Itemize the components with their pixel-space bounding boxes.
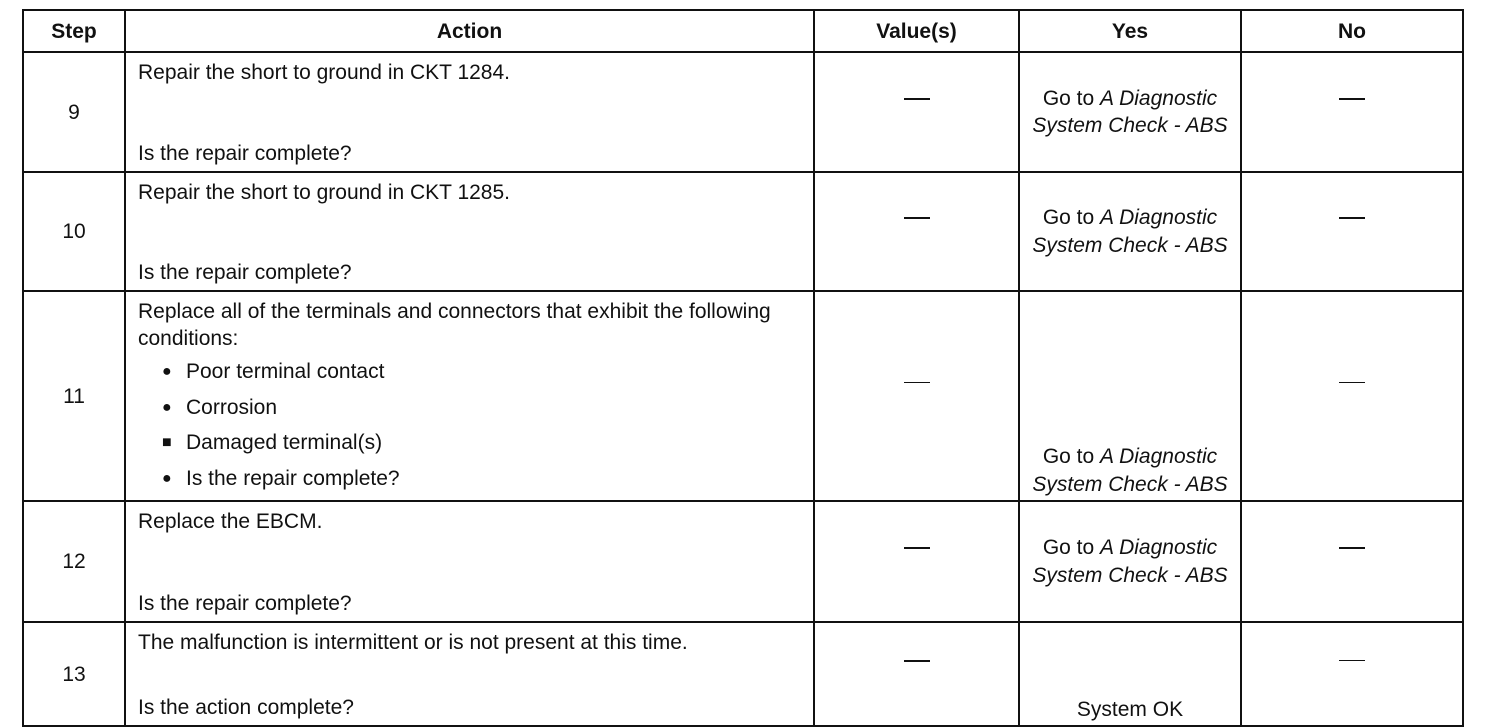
value-dash	[904, 217, 930, 246]
yes-cell	[1019, 52, 1241, 172]
table-body	[23, 52, 1463, 726]
action-instruction: The malfunction is intermittent or is not present at this time.	[138, 631, 688, 654]
action-cell	[125, 172, 814, 291]
yes-result: System OK	[1076, 697, 1184, 721]
value-dash	[904, 382, 930, 410]
list-item-text: Corrosion	[186, 395, 278, 419]
list-item	[162, 354, 801, 390]
table-header	[23, 10, 1463, 52]
header-row	[23, 10, 1463, 52]
list-item	[162, 390, 801, 426]
yes-link[interactable]: A Diagnostic System Check - ABS	[1032, 536, 1228, 587]
action-cell	[125, 291, 814, 501]
table-row	[23, 622, 1463, 726]
step-number: 9	[23, 52, 125, 172]
no-dash	[1339, 660, 1365, 688]
yes-prefix: Go to	[1042, 86, 1101, 110]
value-cell	[814, 291, 1019, 501]
value-cell	[814, 52, 1019, 172]
yes-prefix: Go to	[1042, 536, 1101, 559]
list-item	[162, 461, 801, 497]
action-instruction: Replace the EBCM.	[138, 510, 323, 533]
yes-cell	[1019, 622, 1241, 726]
bullet-icon: ●	[162, 363, 172, 381]
value-cell	[814, 501, 1019, 622]
header-yes: Yes	[1019, 10, 1241, 52]
list-item-text: Is the repair complete?	[186, 466, 400, 490]
yes-cell	[1019, 172, 1241, 291]
list-item-text: Damaged terminal(s)	[186, 431, 383, 455]
yes-link[interactable]: A Diagnostic System Check - ABS	[1032, 206, 1228, 257]
action-instruction: Replace all of the terminals and connectors that exhibit the following conditions:	[138, 300, 771, 350]
step-number: 13	[23, 622, 125, 726]
no-cell	[1241, 172, 1463, 291]
yes-prefix: Go to	[1042, 206, 1101, 229]
table-row	[23, 501, 1463, 622]
no-cell	[1241, 501, 1463, 622]
bullet-icon: ■	[162, 434, 172, 452]
value-cell	[814, 172, 1019, 291]
step-number: 10	[23, 172, 125, 291]
value-cell	[814, 622, 1019, 726]
header-no: No	[1241, 10, 1463, 52]
yes-cell	[1019, 501, 1241, 622]
table-row	[23, 291, 1463, 501]
value-dash	[904, 547, 930, 576]
bullet-icon: ●	[162, 398, 172, 416]
header-action: Action	[125, 10, 814, 52]
step-number: 12	[23, 501, 125, 622]
header-value: Value(s)	[814, 10, 1019, 52]
no-dash	[1339, 217, 1365, 246]
action-question: Is the action complete?	[138, 696, 354, 719]
action-question: Is the repair complete?	[138, 592, 352, 615]
list-item	[162, 425, 801, 461]
no-dash	[1339, 547, 1365, 576]
action-cell	[125, 622, 814, 726]
header-step: Step	[23, 10, 125, 52]
no-cell	[1241, 291, 1463, 501]
table-row	[23, 52, 1463, 172]
action-cell	[125, 52, 814, 172]
yes-link[interactable]: A Diagnostic System Check - ABS	[1032, 445, 1228, 496]
step-number: 11	[23, 291, 125, 501]
no-cell	[1241, 622, 1463, 726]
yes-link[interactable]: A Diagnostic System Check - ABS	[1032, 86, 1228, 137]
bullet-icon: ●	[162, 469, 172, 487]
list-item-text: Poor terminal contact	[186, 360, 385, 384]
no-cell	[1241, 52, 1463, 172]
yes-cell	[1019, 291, 1241, 501]
no-dash	[1339, 98, 1365, 127]
yes-prefix: Go to	[1042, 445, 1101, 468]
value-dash	[904, 98, 930, 127]
table-row	[23, 172, 1463, 291]
action-instruction: Repair the short to ground in CKT 1284.	[138, 61, 511, 84]
action-question: Is the repair complete?	[138, 261, 352, 284]
action-question: Is the repair complete?	[138, 142, 352, 165]
no-dash	[1339, 382, 1365, 410]
action-instruction: Repair the short to ground in CKT 1285.	[138, 181, 511, 204]
diagnostic-table	[22, 9, 1464, 727]
condition-list	[138, 354, 801, 496]
value-dash	[904, 660, 930, 689]
action-cell	[125, 501, 814, 622]
